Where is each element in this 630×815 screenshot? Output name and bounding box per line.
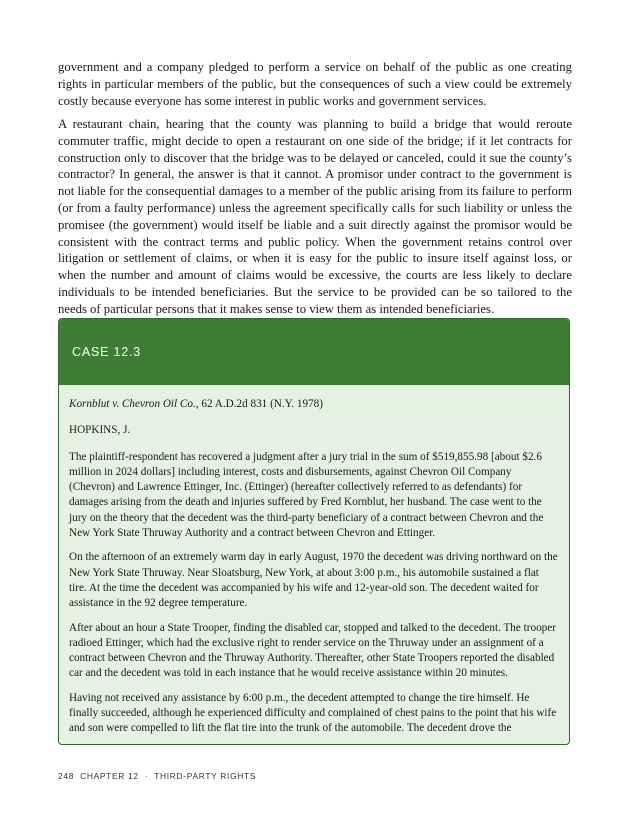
page-footer — [58, 771, 259, 781]
case-box — [58, 318, 570, 745]
body-paragraph: A restaurant chain, hearing that the county was planning to build a bridge that would reroute commuter traffic, might decide to open a restaurant on one side of the bridge; if it let contracts for construction only to discover that the bridge was to be delayed or canceled, could it sue the county’s contractor? In general, the answer is that it cannot. A promisor under contract to the government is not liable for the consequential damages to a member of the public arising from its failure to perform (or from a faulty performance) unless the agreement specifically calls for such liability or unless the promisee (the government) would itself be liable and a suit directly against the promisor would be consistent with the contract terms and public policy. When the government retains control over litigation or settlement of claims, or when it is easy for the public to insure itself against loss, or when the number and amount of claims would be excessive, the courts are less likely to declare individuals to be intended beneficiaries. But the service to be provided can be so tailored to the needs of particular persons that it makes sense to view them as intended beneficiaries. — [58, 117, 572, 316]
case-paragraph: The plaintiff-respondent has recovered a judgment after a jury trial in the sum of $519,855.98 [about $2.6 million in 2024 dollars] including interest, costs and disbursements, against Chevron Oil Company (Chevron) and Lawrence Ettinger, Inc. (Ettinger) (hereafter collectively referred to as defendants) for damages arising from the death and injuries suffered by Fred Kornblut, her husband. The case went to the jury on the theory that the decedent was the third-party beneficiary of a contract between Chevron and the New York State Thruway Authority and a contract between Chevron and Ettinger. — [69, 450, 544, 540]
case-paragraph: Having not received any assistance by 6:00 p.m., the decedent attempted to change the tire himself. He finally succeeded, although he experienced difficulty and complained of chest pains to the point that his wife and son were compelled to lift the flat tire into the trunk of the automobile. The decedent drove the — [69, 691, 557, 735]
case-judge: HOPKINS, J. — [69, 424, 131, 437]
footer-separator: · — [144, 771, 149, 781]
footer-chapter-title: THIRD-PARTY RIGHTS — [154, 771, 257, 781]
footer-chapter: CHAPTER 12 — [80, 771, 139, 781]
page-number: 248 — [58, 771, 75, 781]
case-title: CASE 12.3 — [72, 345, 142, 359]
case-citation — [69, 397, 559, 412]
case-paragraph: On the afternoon of an extremely warm day in early August, 1970 the decedent was driving northward on the New York State Thruway. Near Sloatsburg, New York, at about 3:00 p.m., his automobile sustained a flat tire. At the time the decedent was accompanied by his wife and 12-year-old son. The decedent waited for assistance in the 92 degree temperature. — [69, 551, 558, 610]
case-content — [59, 385, 569, 737]
case-name: Kornblut v. Chevron Oil Co. — [69, 398, 196, 410]
case-reporter: , 62 A.D.2d 831 (N.Y. 1978) — [195, 398, 324, 410]
case-paragraph: After about an hour a State Trooper, finding the disabled car, stopped and talked to the decedent. The trooper radioed Ettinger, which had the exclusive right to render service on the Thruway under an assignment of a contract between Chevron and the Thruway Authority. Thereafter, other State Troopers reported the disabled car and the decedent was told in each instance that he would receive assistance within 20 minutes. — [69, 621, 556, 680]
case-header — [59, 319, 569, 385]
body-paragraph: government and a company pledged to perform a service on behalf of the public as one creating rights in particular members of the public, but the consequences of such a view could be extremely costly because everyone has some interest in public works and government services. — [58, 60, 572, 108]
